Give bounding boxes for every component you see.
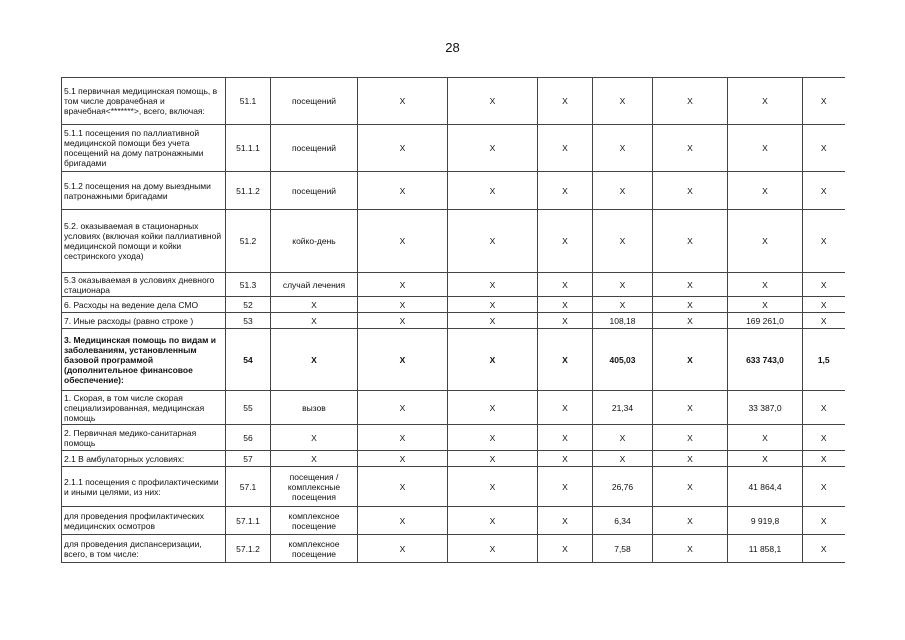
value-cell-c4: X: [593, 273, 653, 297]
value-cell-c4: 108,18: [593, 313, 653, 329]
row-name-cell: 2.1 В амбулаторных условиях:: [62, 451, 226, 467]
value-cell-c7: X: [803, 273, 845, 297]
value-cell-c6: 9 919,8: [728, 507, 803, 535]
value-cell-c1: X: [358, 329, 448, 391]
value-cell-c3: X: [538, 172, 593, 210]
value-cell-c2: X: [448, 313, 538, 329]
row-name-cell: 3. Медицинская помощь по видам и заболеваниям, установленным базовой программой (дополнительное финансовое обеспечение):: [62, 329, 226, 391]
row-unit-cell: посещений: [271, 125, 358, 172]
value-cell-c6: X: [728, 125, 803, 172]
value-cell-c5: X: [653, 425, 728, 451]
value-cell-c7: X: [803, 313, 845, 329]
table-row: [62, 451, 845, 467]
value-cell-c4: X: [593, 78, 653, 125]
value-cell-c1: X: [358, 391, 448, 425]
value-cell-c3: X: [538, 425, 593, 451]
value-cell-c3: X: [538, 535, 593, 563]
value-cell-c6: 169 261,0: [728, 313, 803, 329]
value-cell-c6: X: [728, 210, 803, 273]
row-name-cell: 5.1.1 посещения по паллиативной медицинской помощи без учета посещений на дому патронажными бригадами: [62, 125, 226, 172]
value-cell-c7: X: [803, 507, 845, 535]
value-cell-c1: X: [358, 297, 448, 313]
page-number: 28: [445, 40, 460, 55]
value-cell-c5: X: [653, 507, 728, 535]
row-name-cell: 1. Скорая, в том числе скорая специализированная, медицинская помощь: [62, 391, 226, 425]
value-cell-c6: 633 743,0: [728, 329, 803, 391]
value-cell-c2: X: [448, 78, 538, 125]
row-name-cell: для проведения диспансеризации, всего, в том числе:: [62, 535, 226, 563]
value-cell-c5: X: [653, 125, 728, 172]
value-cell-c5: X: [653, 535, 728, 563]
table-row: [62, 210, 845, 273]
value-cell-c7: 1,5: [803, 329, 845, 391]
table-row: [62, 535, 845, 563]
value-cell-c1: X: [358, 172, 448, 210]
value-cell-c7: X: [803, 467, 845, 507]
table-row: [62, 78, 845, 125]
value-cell-c3: X: [538, 467, 593, 507]
row-code-cell: 57.1: [226, 467, 271, 507]
row-code-cell: 57.1.1: [226, 507, 271, 535]
value-cell-c4: 6,34: [593, 507, 653, 535]
table-row: [62, 425, 845, 451]
value-cell-c4: 26,76: [593, 467, 653, 507]
value-cell-c3: X: [538, 391, 593, 425]
row-code-cell: 54: [226, 329, 271, 391]
row-code-cell: 51.1: [226, 78, 271, 125]
value-cell-c5: X: [653, 329, 728, 391]
value-cell-c4: X: [593, 451, 653, 467]
row-code-cell: 51.1.2: [226, 172, 271, 210]
row-code-cell: 51.1.1: [226, 125, 271, 172]
row-name-cell: 5.3 оказываемая в условиях дневного стационара: [62, 273, 226, 297]
value-cell-c1: X: [358, 313, 448, 329]
row-unit-cell: случай лечения: [271, 273, 358, 297]
value-cell-c4: 7,58: [593, 535, 653, 563]
value-cell-c5: X: [653, 78, 728, 125]
row-name-cell: 6. Расходы на ведение дела СМО: [62, 297, 226, 313]
value-cell-c2: X: [448, 507, 538, 535]
value-cell-c6: X: [728, 78, 803, 125]
value-cell-c1: X: [358, 273, 448, 297]
value-cell-c2: X: [448, 535, 538, 563]
row-unit-cell: койко-день: [271, 210, 358, 273]
value-cell-c2: X: [448, 172, 538, 210]
value-cell-c7: X: [803, 297, 845, 313]
row-code-cell: 51.3: [226, 273, 271, 297]
row-code-cell: 56: [226, 425, 271, 451]
row-name-cell: 5.1 первичная медицинская помощь, в том числе доврачебная и врачебная<*******>, всего, включая:: [62, 78, 226, 125]
value-cell-c5: X: [653, 273, 728, 297]
row-unit-cell: X: [271, 329, 358, 391]
value-cell-c2: X: [448, 425, 538, 451]
value-cell-c4: X: [593, 125, 653, 172]
value-cell-c2: X: [448, 297, 538, 313]
value-cell-c1: X: [358, 535, 448, 563]
value-cell-c4: 21,34: [593, 391, 653, 425]
row-name-cell: 5.2. оказываемая в стационарных условиях (включая койки паллиативной медицинской помощи и койки сестринского ухода): [62, 210, 226, 273]
value-cell-c6: X: [728, 425, 803, 451]
row-unit-cell: X: [271, 451, 358, 467]
value-cell-c3: X: [538, 273, 593, 297]
value-cell-c3: X: [538, 507, 593, 535]
row-code-cell: 52: [226, 297, 271, 313]
value-cell-c7: X: [803, 391, 845, 425]
value-cell-c2: X: [448, 391, 538, 425]
value-cell-c5: X: [653, 172, 728, 210]
value-cell-c4: X: [593, 297, 653, 313]
value-cell-c3: X: [538, 125, 593, 172]
value-cell-c6: X: [728, 297, 803, 313]
row-code-cell: 57: [226, 451, 271, 467]
financing-table: [61, 77, 845, 563]
value-cell-c4: X: [593, 425, 653, 451]
row-unit-cell: посещения / комплексные посещения: [271, 467, 358, 507]
value-cell-c6: 41 864,4: [728, 467, 803, 507]
value-cell-c7: X: [803, 451, 845, 467]
row-unit-cell: посещений: [271, 78, 358, 125]
value-cell-c6: X: [728, 273, 803, 297]
value-cell-c2: X: [448, 467, 538, 507]
value-cell-c3: X: [538, 78, 593, 125]
value-cell-c3: X: [538, 297, 593, 313]
value-cell-c2: X: [448, 273, 538, 297]
value-cell-c7: X: [803, 425, 845, 451]
value-cell-c3: X: [538, 329, 593, 391]
value-cell-c2: X: [448, 451, 538, 467]
value-cell-c1: X: [358, 467, 448, 507]
table-row: [62, 391, 845, 425]
value-cell-c3: X: [538, 313, 593, 329]
row-unit-cell: комплексное посещение: [271, 535, 358, 563]
value-cell-c7: X: [803, 78, 845, 125]
value-cell-c7: X: [803, 535, 845, 563]
row-code-cell: 53: [226, 313, 271, 329]
value-cell-c7: X: [803, 172, 845, 210]
value-cell-c5: X: [653, 313, 728, 329]
value-cell-c6: 11 858,1: [728, 535, 803, 563]
value-cell-c5: X: [653, 210, 728, 273]
row-name-cell: для проведения профилактических медицинских осмотров: [62, 507, 226, 535]
table-row: [62, 467, 845, 507]
table-row: [62, 329, 845, 391]
value-cell-c1: X: [358, 210, 448, 273]
row-name-cell: 2. Первичная медико-санитарная помощь: [62, 425, 226, 451]
value-cell-c6: 33 387,0: [728, 391, 803, 425]
value-cell-c7: X: [803, 210, 845, 273]
row-name-cell: 5.1.2 посещения на дому выездными патронажными бригадами: [62, 172, 226, 210]
value-cell-c6: X: [728, 172, 803, 210]
row-code-cell: 57.1.2: [226, 535, 271, 563]
row-unit-cell: X: [271, 425, 358, 451]
table-row: [62, 313, 845, 329]
value-cell-c4: X: [593, 172, 653, 210]
row-unit-cell: X: [271, 313, 358, 329]
value-cell-c1: X: [358, 78, 448, 125]
value-cell-c5: X: [653, 297, 728, 313]
row-unit-cell: посещений: [271, 172, 358, 210]
value-cell-c1: X: [358, 451, 448, 467]
row-unit-cell: вызов: [271, 391, 358, 425]
table-row: [62, 507, 845, 535]
value-cell-c3: X: [538, 451, 593, 467]
value-cell-c5: X: [653, 467, 728, 507]
value-cell-c4: X: [593, 210, 653, 273]
value-cell-c1: X: [358, 425, 448, 451]
value-cell-c4: 405,03: [593, 329, 653, 391]
row-code-cell: 51.2: [226, 210, 271, 273]
table-row: [62, 172, 845, 210]
row-code-cell: 55: [226, 391, 271, 425]
row-unit-cell: комплексное посещение: [271, 507, 358, 535]
value-cell-c5: X: [653, 451, 728, 467]
table-row: [62, 273, 845, 297]
value-cell-c1: X: [358, 125, 448, 172]
value-cell-c2: X: [448, 210, 538, 273]
table-row: [62, 125, 845, 172]
value-cell-c2: X: [448, 125, 538, 172]
value-cell-c1: X: [358, 507, 448, 535]
value-cell-c6: X: [728, 451, 803, 467]
value-cell-c3: X: [538, 210, 593, 273]
table-row: [62, 297, 845, 313]
value-cell-c7: X: [803, 125, 845, 172]
value-cell-c5: X: [653, 391, 728, 425]
row-name-cell: 7. Иные расходы (равно строке ): [62, 313, 226, 329]
value-cell-c2: X: [448, 329, 538, 391]
row-name-cell: 2.1.1 посещения с профилактическими и иными целями, из них:: [62, 467, 226, 507]
row-unit-cell: X: [271, 297, 358, 313]
